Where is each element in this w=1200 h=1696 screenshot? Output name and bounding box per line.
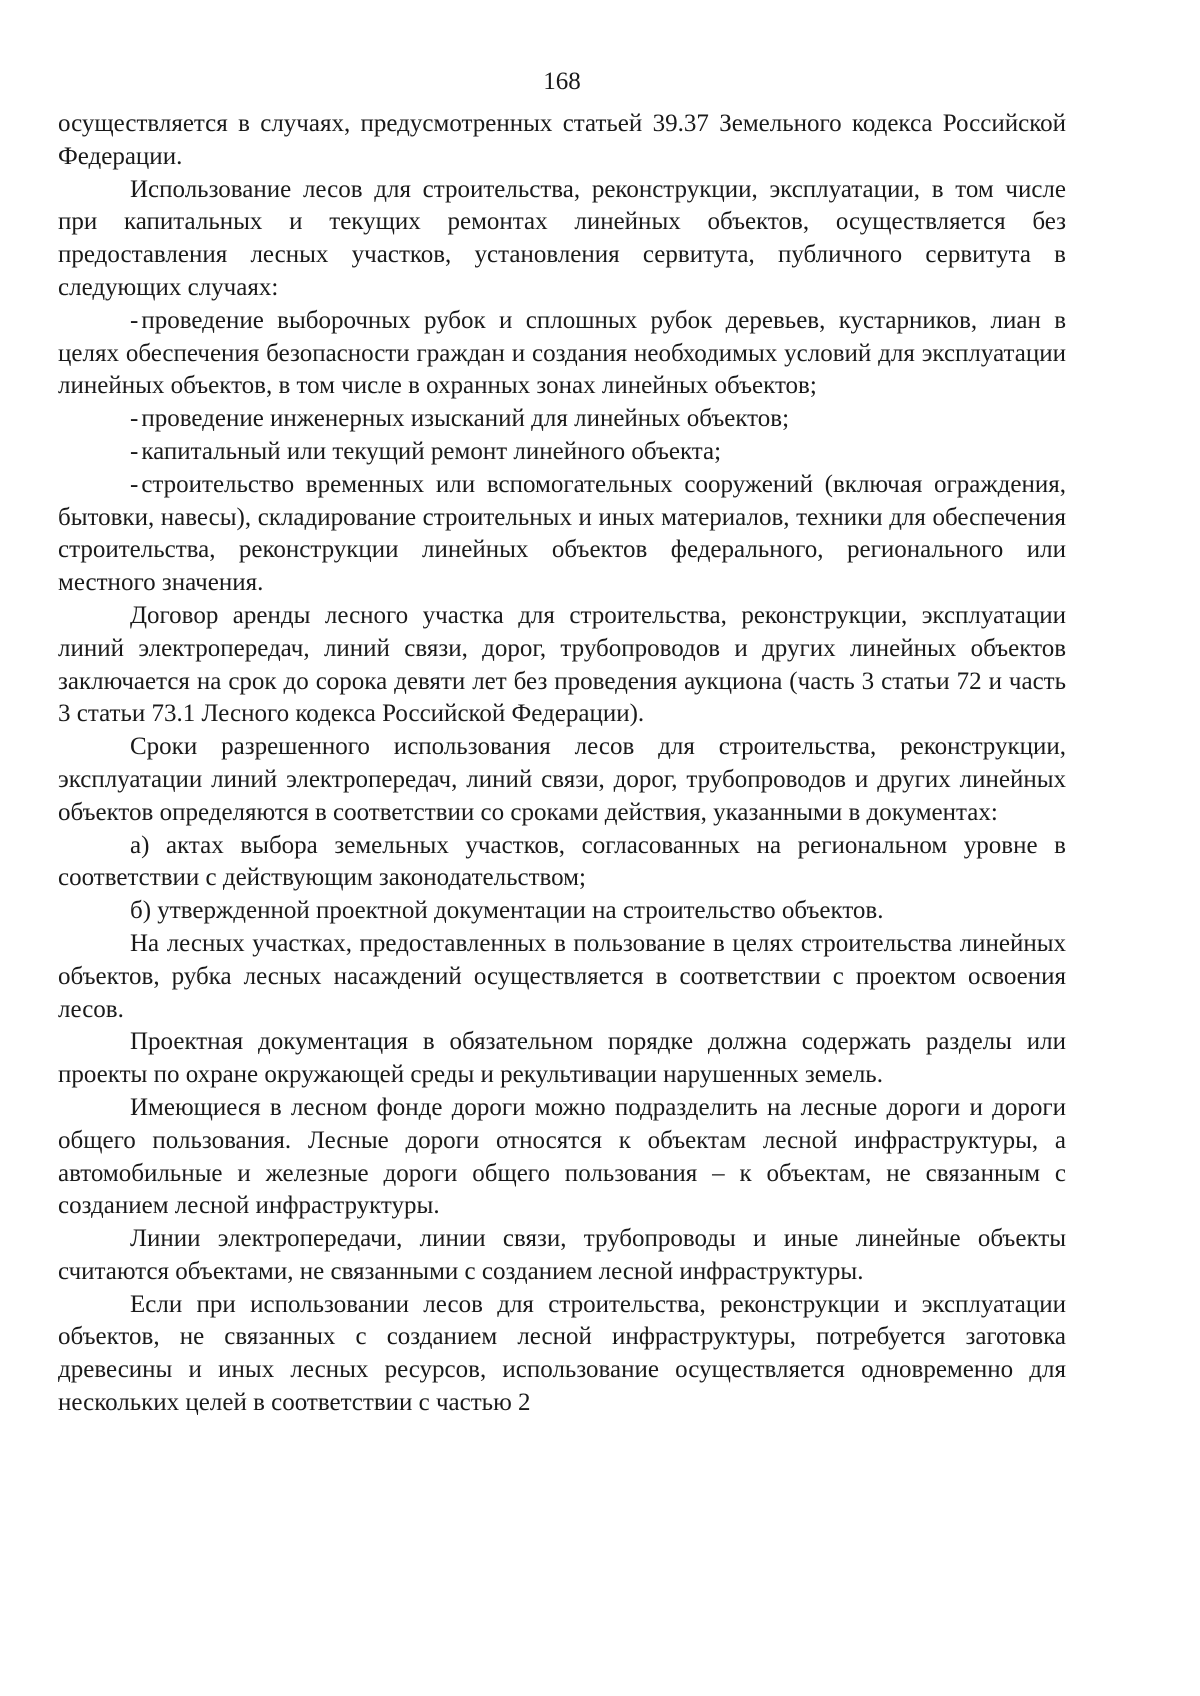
paragraph-continuation: осуществляется в случаях, предусмотренных статьей 39.37 Земельного кодекса Российской Федерации. — [58, 110, 1066, 170]
paragraph: На лесных участках, предоставленных в пользование в целях строительства линейных объектов, рубка лесных насаждений осуществляется в соответствии с проектом освоения лесов. — [58, 929, 1066, 1023]
list-item — [58, 403, 1066, 436]
paragraph: Имеющиеся в лесном фонде дороги можно подразделить на лесные дороги и дороги общего пользования. Лесные дороги относятся к объектам лесной инфраструктуры, а автомобильные и железные дороги общего пользования – к объектам, не связанным с созданием лесной инфраструктуры. — [58, 1093, 1066, 1220]
list-item-text: проведение инженерных изысканий для линейных объектов; — [141, 405, 790, 433]
document-page — [58, 66, 1066, 1420]
list-item — [58, 469, 1066, 600]
paragraph: Если при использовании лесов для строительства, реконструкции и эксплуатации объектов, не связанных с созданием лесной инфраструктуры, потребуется заготовка древесины и иных лесных ресурсов, использование осуществляется одновременно для нескольких целей в соответствии с частью 2 — [58, 1290, 1066, 1417]
list-dash: - — [130, 470, 139, 498]
paragraph: Линии электропередачи, линии связи, трубопроводы и иные линейные объекты считаются объектами, не связанными с созданием лесной инфраструктуры. — [58, 1225, 1066, 1285]
list-dash: - — [130, 437, 139, 465]
paragraph: б) утвержденной проектной документации на строительство объектов. — [130, 897, 884, 925]
paragraph: Использование лесов для строительства, реконструкции, эксплуатации, в том числе при капитальных и текущих ремонтах линейных объектов, осуществляется без предоставления лесных участков, установления сервитута, публичного сервитута в следующих случаях: — [58, 175, 1066, 301]
list-item-text: проведение выборочных рубок и сплошных рубок деревьев, кустарников, лиан в целях обеспечения безопасности граждан и создания необходимых условий для эксплуатации линейных объектов, в том числе в охранных зонах линейных объектов; — [58, 306, 1066, 400]
paragraph: Договор аренды лесного участка для строительства, реконструкции, эксплуатации линий электропередач, линий связи, дорог, трубопроводов и других линейных объектов заключается на срок до сорока девяти лет без проведения аукциона (часть 3 статьи 72 и часть 3 статьи 73.1 Лесного кодекса Российской Федерации). — [58, 601, 1066, 728]
paragraph: Сроки разрешенного использования лесов для строительства, реконструкции, эксплуатации линий электропередач, линий связи, дорог, трубопроводов и других линейных объектов определяются в соответствии со сроками действия, указанными в документах: — [58, 733, 1066, 826]
list-dash: - — [130, 405, 139, 433]
list-item-text: строительство временных или вспомогательных сооружений (включая ограждения, бытовки, навесы), складирование строительных и иных материалов, техники для обеспечения строительства, реконструкции линейных объектов федерального, регионального или местного значения. — [58, 470, 1066, 597]
paragraph: а) актах выбора земельных участков, согласованных на региональном уровне в соответствии с действующим законодательством; — [58, 831, 1066, 892]
list-item — [58, 436, 1066, 469]
list-item-text: капитальный или текущий ремонт линейного объекта; — [141, 437, 722, 465]
page-number: 168 — [543, 68, 581, 95]
list-item — [58, 305, 1066, 403]
list-dash: - — [130, 306, 139, 334]
paragraph: Проектная документация в обязательном порядке должна содержать разделы или проекты по охране окружающей среды и рекультивации нарушенных земель. — [58, 1028, 1066, 1089]
